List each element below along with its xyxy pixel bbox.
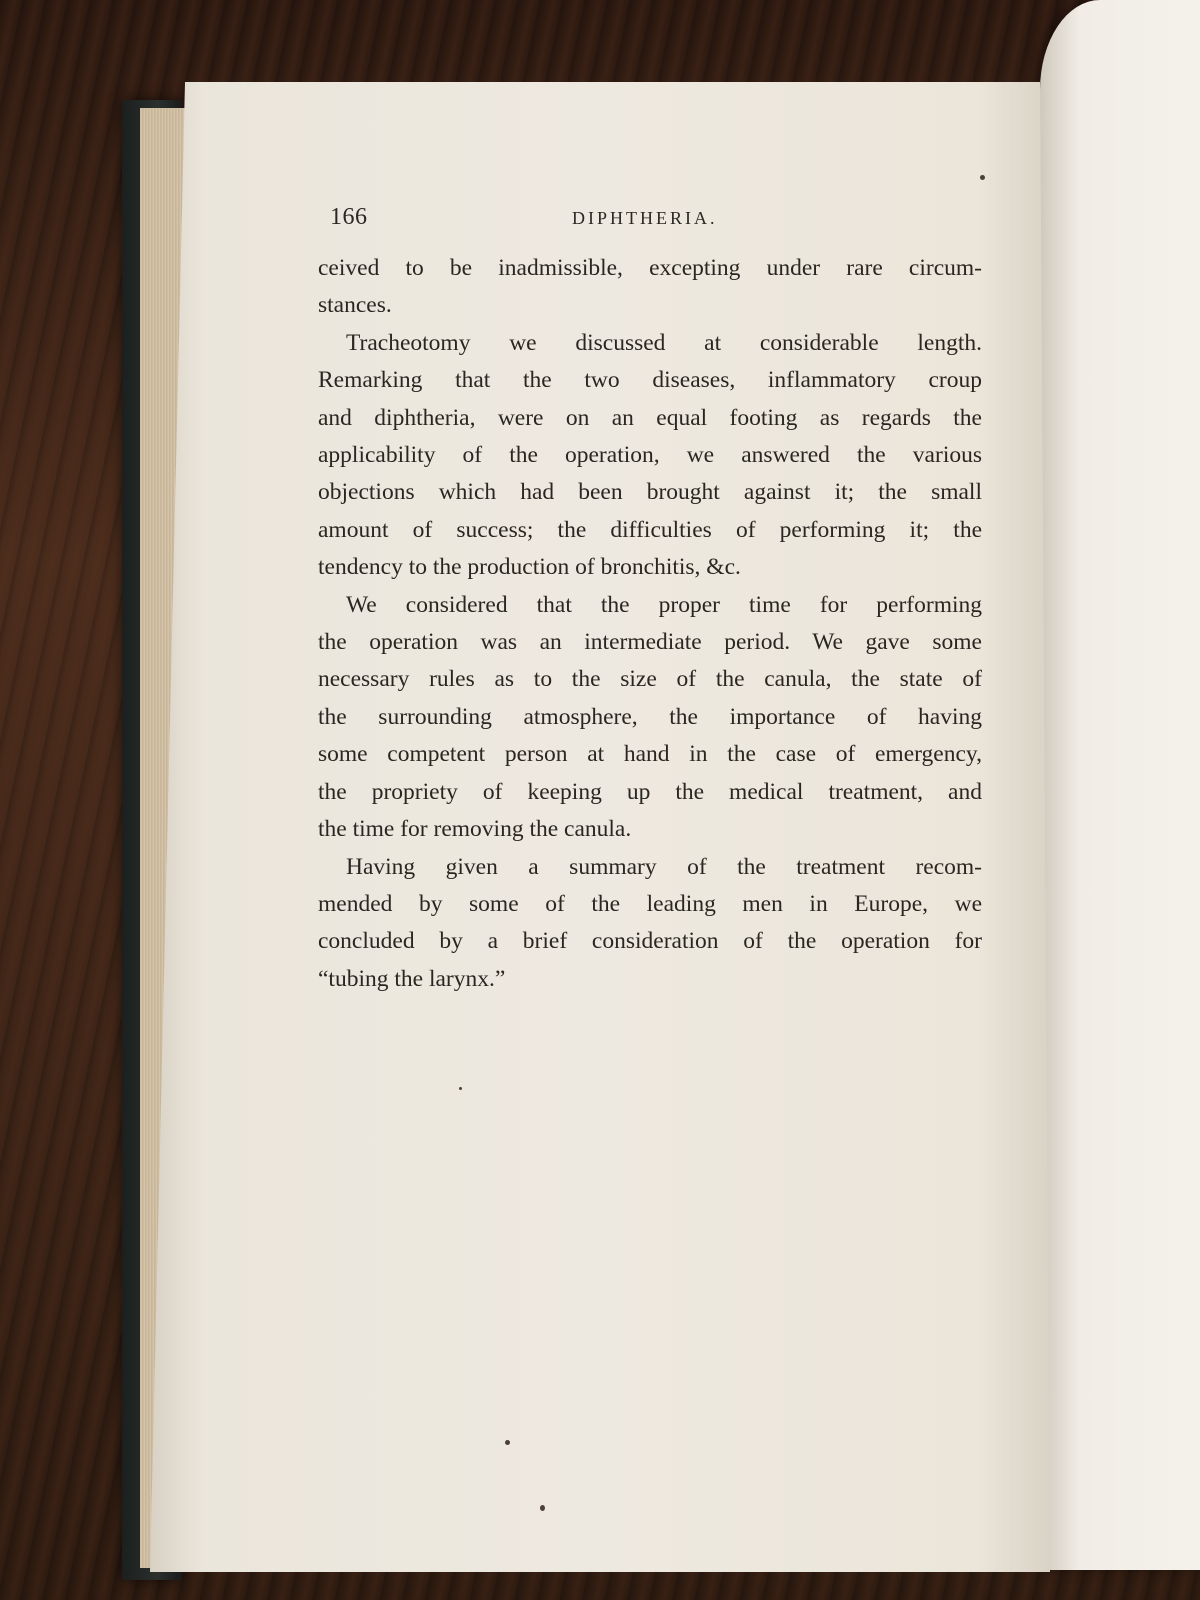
text-line: objections which had been brought against it; the small [318,479,982,506]
text-line: Remarking that the two diseases, inflammatory croup [318,367,982,394]
text-line: the time for removing the canula. [318,816,632,843]
text-line: necessary rules as to the size of the canula, the state of [318,666,982,693]
text-line: “tubing the larynx.” [318,965,506,992]
text-line: amount of success; the difficulties of performing it; the [318,516,982,543]
text-line: the propriety of keeping up the medical treatment, and [318,778,982,805]
text-line: ceived to be inadmissible, excepting under rare circum- [318,255,982,281]
page-number: 166 [330,204,368,230]
running-head [330,204,970,234]
running-title: DIPHTHERIA. [572,208,718,228]
text-line: tendency to the production of bronchitis, &c. [318,554,741,581]
text-line: concluded by a brief consideration of the operation for [318,928,982,955]
text-line: the operation was an intermediate period. We gave some [318,629,982,656]
text-line: applicability of the operation, we answered the various [318,442,982,469]
text-line: and diphtheria, were on an equal footing as regards the [318,404,982,431]
paper-speck [980,175,985,180]
paper-speck [459,1087,462,1090]
text-line: mended by some of the leading men in Europe, we [318,890,982,917]
text-line: Tracheotomy we discussed at considerable length. [346,329,982,356]
paragraph-3 [318,587,982,849]
text-line: We considered that the proper time for performing [346,591,982,618]
paragraph-1 [318,250,982,325]
paragraph-2 [318,325,982,587]
paper-speck [505,1440,510,1445]
text-line: stances. [318,292,392,319]
paragraph-4 [318,849,982,999]
text-line: the surrounding atmosphere, the importance of having [318,703,982,730]
body-text [318,250,982,998]
paper-speck [540,1505,545,1511]
text-line: some competent person at hand in the case of emergency, [318,741,982,768]
text-line: Having given a summary of the treatment recom- [346,853,982,880]
facing-page [1040,0,1200,1570]
